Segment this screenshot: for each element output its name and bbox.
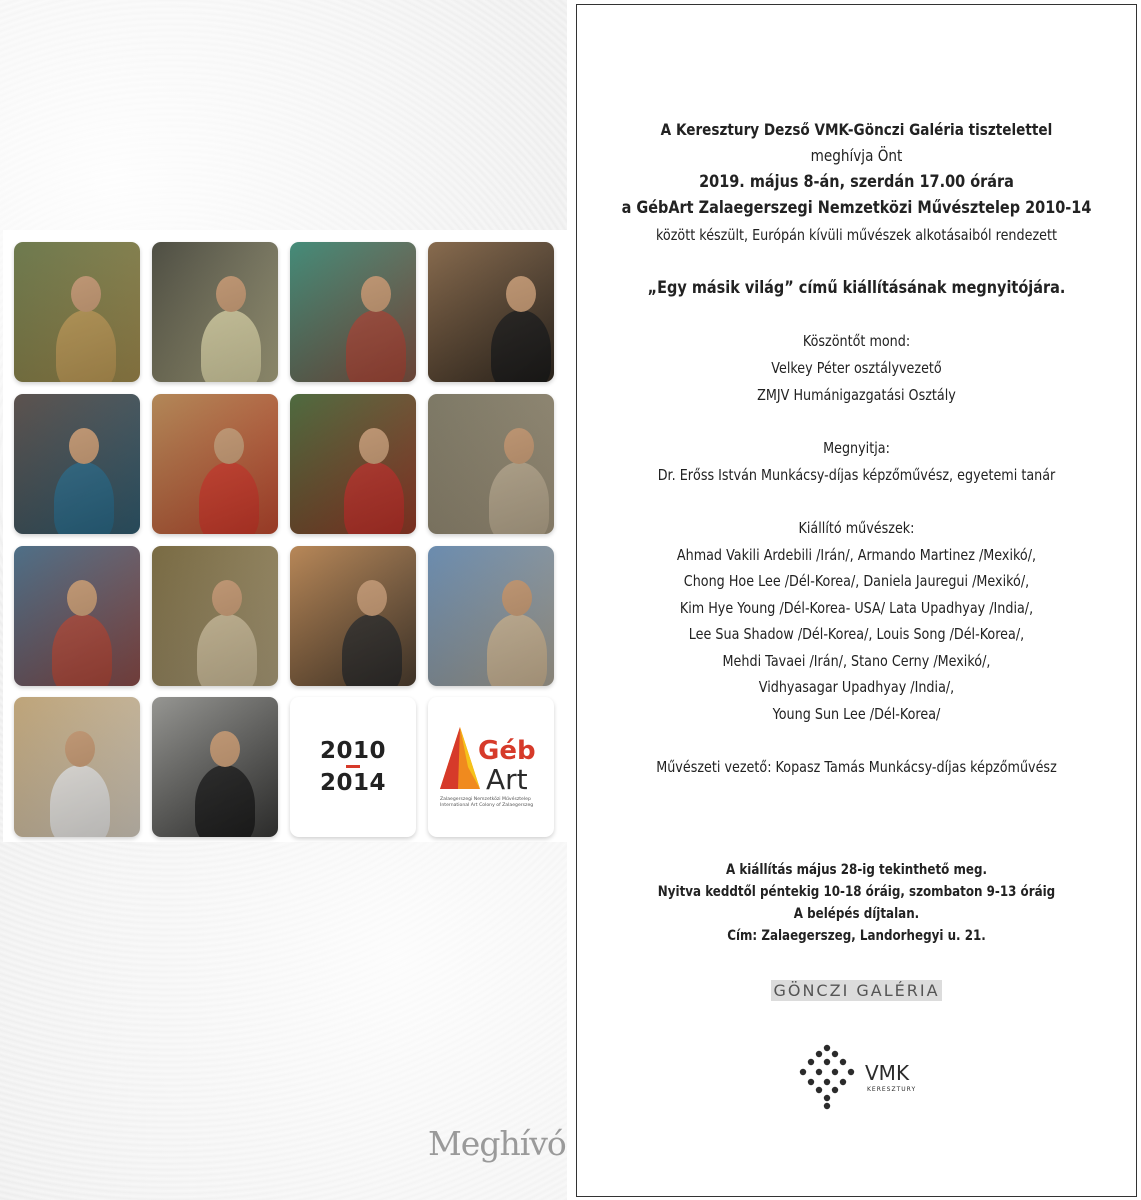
- photo-figure: [489, 462, 549, 534]
- vmk-dot: [808, 1079, 814, 1085]
- vmk-dot: [832, 1087, 838, 1093]
- photo-head: [357, 580, 387, 616]
- photo-figure: [199, 462, 259, 534]
- greet-name: Velkey Péter osztályvezető: [771, 359, 942, 377]
- gebart-subtitle-hu: Zalaegerszegi Nemzetközi Művésztelep: [440, 797, 531, 802]
- gebart-geb-text: Géb: [478, 736, 536, 766]
- vmk-dot: [840, 1059, 846, 1065]
- vmk-dot: [824, 1079, 830, 1085]
- vmk-dot: [800, 1069, 806, 1075]
- photo-head: [504, 428, 534, 464]
- photo-artist-ritual: [14, 242, 140, 382]
- intro-line-2: meghívja Önt: [810, 146, 903, 165]
- vmk-dot: [848, 1069, 854, 1075]
- photo-head: [67, 580, 97, 616]
- photo-head: [502, 580, 532, 616]
- photo-figure: [342, 614, 402, 686]
- photo-artist-long-hair: [152, 546, 278, 686]
- artists-line: Vidhyasagar Upadhyay /India/,: [758, 678, 955, 696]
- artists-line: Mehdi Tavaei /Irán/, Stano Cerny /Mexikó/,: [722, 652, 991, 670]
- photo-artist-painting-floor: [152, 394, 278, 534]
- vmk-dot: [832, 1069, 838, 1075]
- invitation-panel: [576, 4, 1137, 1197]
- cover-title: Meghívó: [428, 1124, 566, 1163]
- years-tile: [290, 697, 416, 837]
- photo-head: [210, 731, 240, 767]
- photo-head: [216, 276, 246, 312]
- cover-panel: [0, 0, 567, 1200]
- photo-figure: [344, 462, 404, 534]
- gonczi-gallery-text: GÖNCZI GALÉRIA: [773, 981, 940, 1000]
- photo-head: [214, 428, 244, 464]
- gebart-art-text: Art: [486, 763, 528, 796]
- artists-line: Lee Sua Shadow /Dél-Korea/, Louis Song /Dél-Korea/,: [688, 625, 1025, 643]
- exhibition-title: „Egy másik világ” című kiállításának megnyitójára.: [647, 278, 1066, 298]
- gebart-logo-tile: [428, 697, 554, 837]
- vmk-dot: [840, 1079, 846, 1085]
- photo-figure: [54, 462, 114, 534]
- greet-label: Köszöntőt mond:: [802, 332, 911, 350]
- opening-name: Dr. Erőss István Munkácsy-díjas képzőművész, egyetemi tanár: [657, 466, 1056, 484]
- year-end: 2014: [319, 770, 386, 796]
- vmk-dot: [824, 1059, 830, 1065]
- photo-head: [212, 580, 242, 616]
- photo-artist-woman-glasses: [428, 242, 554, 382]
- photo-artist-mural: [14, 546, 140, 686]
- gonczi-gallery-logo: [577, 981, 1136, 1001]
- photo-figure: [201, 310, 261, 382]
- photo-grid: [3, 230, 567, 842]
- vmk-dot: [832, 1051, 838, 1057]
- photo-artist-seated-elder: [290, 242, 416, 382]
- vmk-dot: [824, 1045, 830, 1051]
- photo-artist-laptop: [14, 394, 140, 534]
- photo-figure: [487, 614, 547, 686]
- photo-figure: [195, 765, 255, 837]
- vmk-dot: [816, 1069, 822, 1075]
- photo-figure: [346, 310, 406, 382]
- vmk-mark-text: VMK: [865, 1061, 910, 1085]
- project-name: a GébArt Zalaegerszegi Nemzetközi Művésztelep 2010-14: [621, 198, 1092, 218]
- greet-org: ZMJV Humánigazgatási Osztály: [757, 386, 956, 404]
- opening-label: Megnyitja:: [823, 439, 890, 457]
- photo-artist-workshop: [428, 394, 554, 534]
- photo-head: [506, 276, 536, 312]
- photo-head: [69, 428, 99, 464]
- artistic-director: Művészeti vezető: Kopasz Tamás Munkácsy-díjas képzőművész: [656, 758, 1057, 776]
- event-date: 2019. május 8-án, szerdán 17.00 órára: [699, 172, 1014, 192]
- vmk-dot: [816, 1051, 822, 1057]
- intro-line-1: A Keresztury Dezső VMK-Gönczi Galéria tisztelettel: [660, 120, 1053, 139]
- vmk-name-text: KERESZTURY: [867, 1086, 917, 1093]
- photo-figure: [491, 310, 551, 382]
- photo-artist-black-canvas: [152, 697, 278, 837]
- info-line: A kiállítás május 28-ig tekinthető meg.: [726, 862, 987, 878]
- artists-label: Kiállító művészek:: [798, 519, 915, 537]
- artists-line: Chong Hoe Lee /Dél-Korea/, Daniela Jauregui /Mexikó/,: [683, 572, 1030, 590]
- photo-figure: [56, 310, 116, 382]
- vmk-dot: [824, 1095, 830, 1101]
- vmk-dot: [808, 1059, 814, 1065]
- photo-head: [361, 276, 391, 312]
- photo-artist-blue-canvas: [428, 546, 554, 686]
- photo-head: [359, 428, 389, 464]
- photo-head: [71, 276, 101, 312]
- gebart-logo: [428, 697, 554, 837]
- info-line: A belépés díjtalan.: [793, 906, 920, 922]
- info-line: Cím: Zalaegerszeg, Landorhegyi u. 21.: [727, 928, 986, 944]
- vmk-dot: [824, 1103, 830, 1109]
- year-dash: [346, 765, 360, 768]
- photo-figure: [52, 614, 112, 686]
- photo-artist-young-woman: [14, 697, 140, 837]
- vmk-keresztury-logo: [797, 1042, 927, 1112]
- year-start: 2010: [319, 738, 386, 764]
- artists-line: Young Sun Lee /Dél-Korea/: [772, 705, 941, 723]
- photo-artist-studio-room: [290, 546, 416, 686]
- gebart-subtitle-en: International Art Colony of Zalaegerszeg: [440, 803, 534, 808]
- artists-line: Kim Hye Young /Dél-Korea- USA/ Lata Upadhyay /India/,: [679, 599, 1034, 617]
- project-description: között készült, Európán kívüli művészek alkotásaiból rendezett: [655, 226, 1057, 244]
- photo-figure: [50, 765, 110, 837]
- photo-figure: [197, 614, 257, 686]
- photo-head: [65, 731, 95, 767]
- vmk-dot: [816, 1087, 822, 1093]
- photo-artist-drawing: [152, 242, 278, 382]
- info-line: Nyitva keddtől péntekig 10-18 óráig, szombaton 9-13 óráig: [657, 884, 1056, 900]
- artists-line: Ahmad Vakili Ardebili /Irán/, Armando Martinez /Mexikó/,: [676, 546, 1037, 564]
- photo-artist-red-shirt: [290, 394, 416, 534]
